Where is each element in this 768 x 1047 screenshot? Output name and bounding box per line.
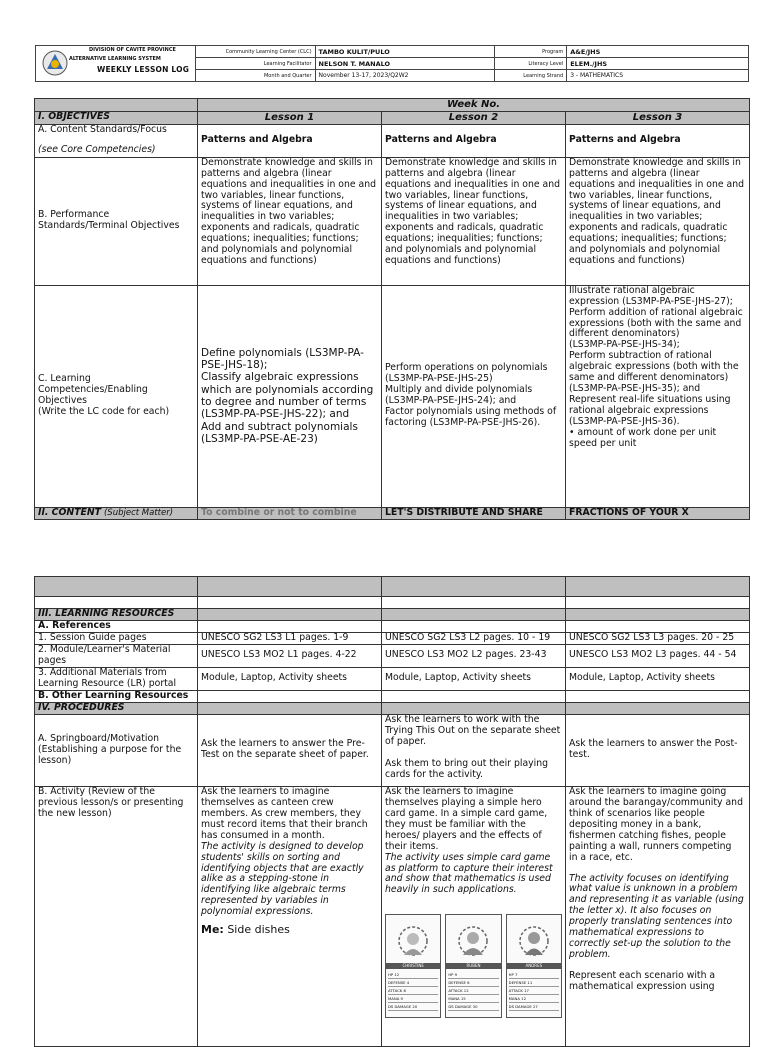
lesson-3-header: Lesson 3	[566, 111, 750, 124]
literacy-value: ELEM./JHS	[567, 58, 749, 70]
stat-row: ATTACK 8	[388, 987, 438, 995]
additional-materials-lesson-1: Module, Laptop, Activity sheets	[198, 667, 382, 690]
stat-row: MANA 9	[388, 995, 438, 1003]
references-blank-2	[382, 620, 566, 632]
module-pages-lesson-2: UNESCO LS3 MO2 L2 pages. 23-43	[382, 644, 566, 667]
stat-row: ATTACK 17	[509, 987, 559, 995]
stat-row: DS DAMAGE 20	[388, 1003, 438, 1011]
activity-lesson-3-cell	[566, 786, 750, 1046]
activity-lesson-2-cell	[382, 786, 566, 1046]
competencies-lesson-2: Perform operations on polynomials (LS3MP-PA-PSE-JHS-25) Multiply and divide polynomials (LS3MP-PA-PSE-JHS-24); and Factor polynomials using methods of factoring (LS3MP-PA-PSE-JHS-26).	[382, 285, 566, 507]
content-standards-lesson-1: Patterns and Algebra	[198, 124, 382, 157]
hero-card-ruben	[445, 914, 501, 1018]
document-title: WEEKLY LESSON LOG	[97, 65, 190, 74]
resources-blank-3	[566, 609, 750, 621]
hero-card-name: RUBEN	[446, 963, 500, 969]
stat-row: DEFENSE 11	[509, 979, 559, 987]
literacy-label: Literacy Level	[495, 58, 567, 70]
content-standards-lesson-3: Patterns and Algebra	[566, 124, 750, 157]
objectives-heading: I. OBJECTIVES	[35, 111, 198, 124]
facilitator-value: NELSON T. MANALO	[315, 58, 495, 70]
header-table	[35, 45, 749, 82]
blank-header-cell-2	[198, 577, 382, 597]
hero-card-stats	[448, 971, 498, 1011]
springboard-lesson-2-a: Ask the learners to work with the Trying This Out on the separate sheet of paper.	[385, 714, 561, 747]
performance-lesson-1: Demonstrate knowledge and skills in patterns and algebra (linear equations and inequalities in one and two variables, linear functions, systems of linear equations, and inequalities in two variables; exponents and radicals, quadratic equations; inequalities; functions; and polynomials and polynomial equations and functions)	[198, 157, 382, 285]
references-blank-1	[198, 620, 382, 632]
me-label: Me:	[201, 923, 224, 937]
content-standards-label: A. Content Standards/Focus	[38, 124, 167, 135]
performance-lesson-2: Demonstrate knowledge and skills in patterns and algebra (linear equations and inequalities in one and two variables, linear functions, systems of linear equations, and inequalities in two variables; exponents and radicals, quadratic equations; inequalities; functions; and polynomials and polynomial equations and functions)	[382, 157, 566, 285]
blank-header-cell-4	[566, 577, 750, 597]
hero-card-name: ANDRES	[507, 963, 561, 969]
references-heading: A. References	[35, 620, 198, 632]
session-guide-lesson-1: UNESCO SG2 LS3 L1 pages. 1-9	[198, 632, 382, 644]
program-label: Program	[495, 46, 567, 58]
blank-row-cell-3	[382, 597, 566, 609]
resources-blank-1	[198, 609, 382, 621]
content-label: II. CONTENT	[38, 507, 102, 518]
other-resources-blank-2	[382, 690, 566, 702]
als-logo-icon	[41, 49, 69, 77]
hero-card-christine	[385, 914, 441, 1018]
activity-label: B. Activity (Review of the previous lesson/s or presenting the new lesson)	[35, 786, 198, 1046]
month-quarter-label: Month and Quarter	[195, 70, 315, 82]
activity-lesson-3-text: Ask the learners to imagine going around the barangay/community and think of scenarios like people depositing money in a bank, fishermen catching fishes, people painting a wall, runners competing in a race, etc.	[569, 786, 743, 863]
month-quarter-value: November 13-17, 2023/Q2W2	[315, 70, 495, 82]
performance-lesson-3: Demonstrate knowledge and skills in patterns and algebra (linear equations and inequalities in one and two variables, linear functions, systems of linear equations, and inequalities in two variables; exponents and radicals, quadratic equations; inequalities; functions; and polynomials and polynomial equations and functions)	[566, 157, 750, 285]
blank-header-cell-3	[382, 577, 566, 597]
competencies-label-cell	[35, 285, 198, 507]
me-value: Side dishes	[227, 923, 290, 937]
competencies-label: C. Learning Competencies/Enabling Objectives	[38, 373, 148, 407]
session-guide-lesson-2: UNESCO SG2 LS3 L2 pages. 10 - 19	[382, 632, 566, 644]
performance-label: B. Performance Standards/Terminal Objectives	[35, 157, 198, 285]
facilitator-label: Learning Facilitator	[195, 58, 315, 70]
blank-row-cell-1	[35, 597, 198, 609]
objectives-table	[34, 98, 750, 520]
other-resources-blank-3	[566, 690, 750, 702]
springboard-lesson-1: Ask the learners to answer the Pre-Test on the separate sheet of paper.	[198, 714, 382, 786]
other-resources-blank-1	[198, 690, 382, 702]
week-blank-cell	[35, 99, 198, 112]
stat-row: HP 12	[388, 971, 438, 979]
module-pages-lesson-1: UNESCO LS3 MO2 L1 pages. 4-22	[198, 644, 382, 667]
stat-row: MANA 12	[509, 995, 559, 1003]
activity-lesson-1-text: Ask the learners to imagine themselves as canteen crew members. As crew members, they must record items that their branch has consumed in a month.	[201, 786, 368, 841]
competencies-note: (Write the LC code for each)	[38, 406, 170, 418]
activity-lesson-3-tail: Represent each scenario with a mathematical expression using	[569, 970, 716, 993]
activity-lesson-3-italic: The activity focuses on identifying what value is unknown in a problem and representing it as variable (using the letter x). It also focuses on properly translating sentences into mathematical expressions to correctly set-up the solution to the problem.	[569, 872, 744, 961]
activity-lesson-2-italic: The activity uses simple card game as platform to capture their interest and show that mathematics is used heavily in such applications.	[385, 851, 553, 896]
program-value: A&E/JHS	[567, 46, 749, 58]
lesson-1-header: Lesson 1	[198, 111, 382, 124]
system-name: ALTERNATIVE LEARNING SYSTEM	[69, 56, 161, 62]
hero-andres-icon	[513, 921, 555, 961]
hero-card-name: CHRISTINE	[386, 963, 440, 969]
content-lesson-1: To combine or not to combine	[198, 507, 382, 519]
hero-card-stats	[388, 971, 438, 1011]
content-label-note: (Subject Matter)	[103, 507, 174, 518]
procedures-heading: IV. PROCEDURES	[35, 702, 198, 714]
strand-value: 3 - MATHEMATICS	[567, 70, 749, 82]
division-name: DIVISION OF CAVITE PROVINCE	[89, 47, 176, 53]
stat-row: DS DAMAGE 27	[509, 1003, 559, 1011]
hero-card-stats	[509, 971, 559, 1011]
hero-card-andres	[506, 914, 562, 1018]
springboard-lesson-2-b: Ask them to bring out their playing cards for the activity.	[385, 757, 549, 780]
stat-row: DS DAMAGE 30	[448, 1003, 498, 1011]
stat-row: ATTACK 12	[448, 987, 498, 995]
springboard-lesson-3: Ask the learners to answer the Post-test.	[566, 714, 750, 786]
activity-lesson-1-italic: The activity is designed to develop students' skills on sorting and identifying objects that are exactly alike as a stepping-stone in identifying like algebraic terms represented by variables in polynomial expressions.	[201, 840, 364, 918]
clc-value: TAMBO KULIT/PULO	[315, 46, 495, 58]
procedures-blank-1	[198, 702, 382, 714]
strand-label: Learning Strand	[495, 70, 567, 82]
stat-row: HP 7	[509, 971, 559, 979]
session-guide-lesson-3: UNESCO SG2 LS3 L3 pages. 20 - 25	[566, 632, 750, 644]
content-standards-label-cell	[35, 124, 198, 157]
resources-procedures-table	[34, 576, 750, 1047]
stat-row: DEFENSE 4	[388, 979, 438, 987]
other-resources-heading: B. Other Learning Resources	[35, 690, 198, 702]
procedures-blank-2	[382, 702, 566, 714]
content-standards-lesson-2: Patterns and Algebra	[382, 124, 566, 157]
lesson-2-header: Lesson 2	[382, 111, 566, 124]
content-label-cell	[35, 507, 198, 519]
content-standards-note: (see Core Competencies)	[38, 143, 156, 155]
hero-ruben-icon	[452, 921, 494, 961]
session-guide-label: 1. Session Guide pages	[35, 632, 198, 644]
header-logo-cell	[36, 46, 196, 82]
activity-lesson-1-cell	[198, 786, 382, 1046]
stat-row: DEFENSE 6	[448, 979, 498, 987]
activity-lesson-1-me	[201, 924, 378, 937]
hero-christine-icon	[392, 921, 434, 961]
additional-materials-lesson-2: Module, Laptop, Activity sheets	[382, 667, 566, 690]
content-lesson-2: LET'S DISTRIBUTE AND SHARE	[382, 507, 566, 519]
blank-header-cell-1	[35, 577, 198, 597]
stat-row: MANA 15	[448, 995, 498, 1003]
additional-materials-lesson-3: Module, Laptop, Activity sheets	[566, 667, 750, 690]
additional-materials-label: 3. Additional Materials from Learning Resource (LR) portal	[35, 667, 198, 690]
blank-row-cell-4	[566, 597, 750, 609]
blank-row-cell-2	[198, 597, 382, 609]
references-blank-3	[566, 620, 750, 632]
module-pages-label: 2. Module/Learner's Material pages	[35, 644, 198, 667]
clc-label: Community Learning Center (CLC)	[195, 46, 315, 58]
content-lesson-3: FRACTIONS OF YOUR X	[566, 507, 750, 519]
competencies-lesson-3: Illustrate rational algebraic expression (LS3MP-PA-PSE-JHS-27); Perform addition of rational algebraic expressions (both with the same and different denominators) (LS3MP-PA-PSE-JHS-34); Perform subtraction of rational algebraic expressions (both with the same and different denominators) (LS3MP-PA-PSE-JHS-35); and Represent real-life situations using rational algebraic expressions (LS3MP-PA-PSE-JHS-36). • amount of work done per unit speed per unit	[566, 285, 750, 507]
activity-lesson-2-text: Ask the learners to imagine themselves playing a simple hero card game. In a simple card game, they must be familiar with the heroes/ players and the effects of their items.	[385, 786, 548, 852]
resources-blank-2	[382, 609, 566, 621]
springboard-lesson-2-cell	[382, 714, 566, 786]
springboard-label: A. Springboard/Motivation (Establishing a purpose for the lesson)	[35, 714, 198, 786]
procedures-blank-3	[566, 702, 750, 714]
learning-resources-heading: III. LEARNING RESOURCES	[35, 609, 198, 621]
module-pages-lesson-3: UNESCO LS3 MO2 L3 pages. 44 - 54	[566, 644, 750, 667]
stat-row: HP 9	[448, 971, 498, 979]
week-no-header: Week No.	[198, 99, 750, 112]
hero-cards	[385, 914, 562, 1018]
competencies-lesson-1: Define polynomials (LS3MP-PA-PSE-JHS-18); Classify algebraic expressions which are polynomials according to degree and number of terms (LS3MP-PA-PSE-JHS-22); and Add and subtract polynomials (LS3MP-PA-PSE-AE-23)	[198, 285, 382, 507]
